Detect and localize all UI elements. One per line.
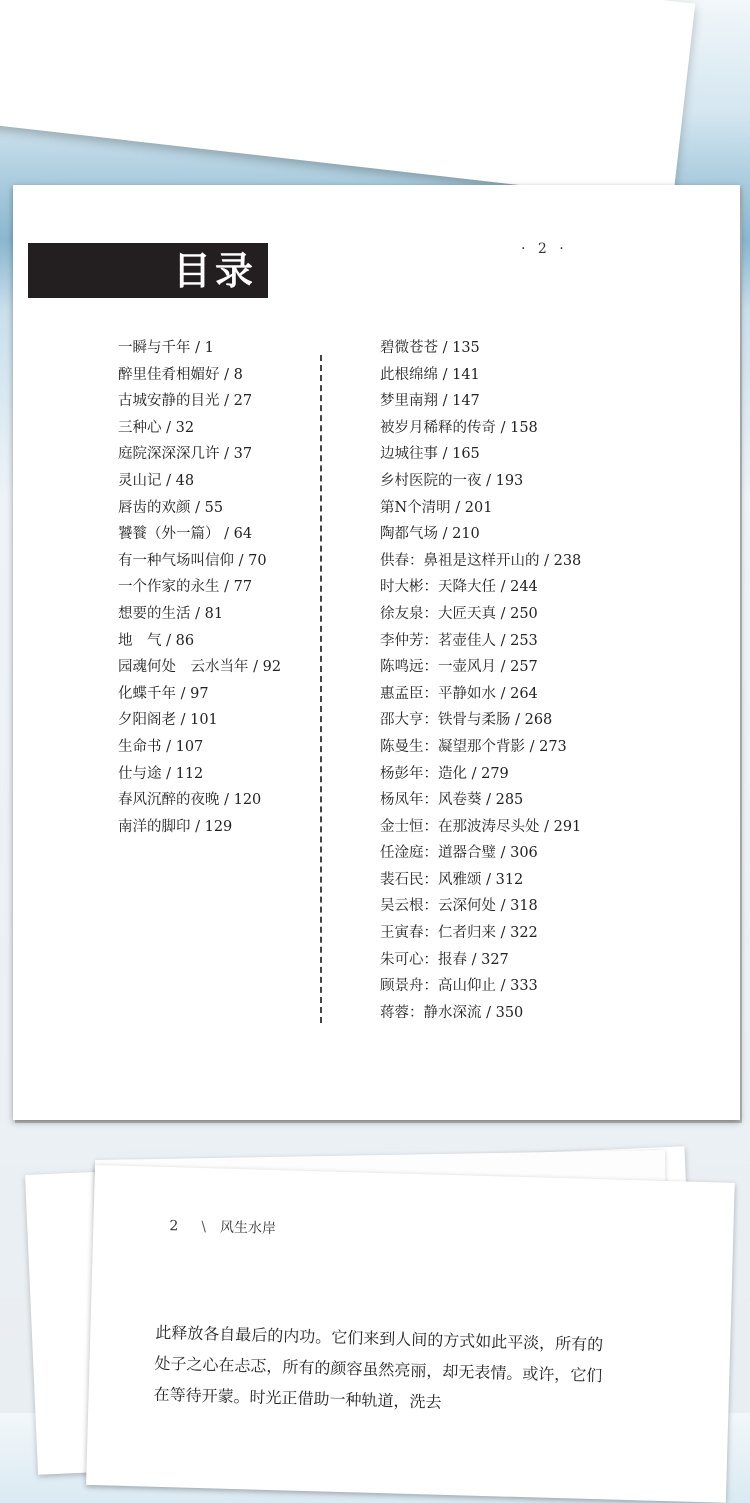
toc-entry: 蒋蓉：静水深流 / 350 bbox=[380, 1004, 524, 1021]
toc-entry: 王寅春：仁者归来 / 322 bbox=[380, 925, 538, 942]
toc-entry: 三种心 / 32 bbox=[118, 419, 195, 436]
toc-entry: 被岁月稀释的传奇 / 158 bbox=[380, 419, 538, 436]
top-tilted-paper bbox=[0, 0, 695, 202]
toc-entry: 任淦庭：道器合璧 / 306 bbox=[380, 845, 538, 862]
toc-right-column bbox=[380, 335, 581, 1026]
toc-entry: 碧微苍苍 / 135 bbox=[380, 340, 480, 356]
toc-entry: 夕阳阁老 / 101 bbox=[118, 712, 218, 729]
toc-entry: 古城安静的目光 / 27 bbox=[118, 393, 253, 410]
toc-entry: 仕与途 / 112 bbox=[118, 765, 204, 782]
toc-page bbox=[13, 185, 740, 1120]
toc-entry: 徐友泉：大匠天真 / 250 bbox=[380, 605, 538, 622]
toc-entry: 乡村医院的一夜 / 193 bbox=[380, 472, 524, 489]
toc-entry: 供春：鼻祖是这样开山的 / 238 bbox=[380, 552, 582, 569]
toc-entry: 春风沉醉的夜晚 / 120 bbox=[118, 792, 262, 809]
toc-entry: 第N个清明 / 201 bbox=[380, 499, 493, 516]
toc-entry: 吴云根：云深何处 / 318 bbox=[380, 898, 538, 915]
body-line: 在等待开蒙。时光正借助一种轨道，洗去 bbox=[153, 1384, 442, 1412]
toc-entry: 裴石民：风雅颂 / 312 bbox=[380, 871, 524, 888]
toc-entry: 园魂何处 云水当年 / 92 bbox=[118, 659, 282, 676]
page-title: 目录 bbox=[173, 249, 258, 293]
toc-entry: 有一种气场叫信仰 / 70 bbox=[118, 552, 267, 569]
toc-entry: 南洋的脚印 / 129 bbox=[118, 818, 233, 835]
title-banner bbox=[28, 243, 268, 298]
column-divider bbox=[320, 355, 322, 1023]
toc-entry: 陶都气场 / 210 bbox=[380, 526, 480, 543]
toc-entry: 地 气 / 86 bbox=[118, 632, 195, 649]
toc-entry: 陈曼生：凝望那个背影 / 273 bbox=[380, 738, 567, 755]
body-line: 此释放各自最后的内功。它们来到人间的方式如此平淡，所有的 bbox=[155, 1322, 604, 1355]
body-paragraph bbox=[153, 1317, 675, 1424]
toc-entry: 此根绵绵 / 141 bbox=[380, 366, 480, 383]
toc-entry: 杨彭年：造化 / 279 bbox=[380, 765, 509, 782]
running-head-page-number: 2 bbox=[169, 1218, 179, 1235]
toc-entry: 一个作家的永生 / 77 bbox=[118, 579, 253, 596]
running-head-separator: \ bbox=[201, 1218, 207, 1236]
toc-entry: 唇齿的欢颜 / 55 bbox=[118, 499, 224, 516]
toc-entry: 边城往事 / 165 bbox=[380, 446, 480, 463]
page-indicator: · 2 · bbox=[521, 241, 568, 257]
toc-entry: 金士恒：在那波涛尽头处 / 291 bbox=[380, 818, 582, 835]
toc-entry: 一瞬与千年 / 1 bbox=[118, 340, 214, 356]
toc-entry: 庭院深深深几许 / 37 bbox=[118, 446, 253, 463]
toc-left-column bbox=[118, 335, 281, 840]
toc-entry: 朱可心：报春 / 327 bbox=[380, 951, 509, 968]
body-line: 处子之心在忐忑，所有的颜容虽然亮丽，却无表情。或许，它们 bbox=[154, 1353, 603, 1386]
toc-entry: 梦里南翔 / 147 bbox=[380, 393, 480, 410]
toc-entry: 惠孟臣：平静如水 / 264 bbox=[380, 685, 538, 702]
toc-entry: 邵大亨：铁骨与柔肠 / 268 bbox=[380, 712, 553, 729]
running-head bbox=[169, 1215, 276, 1238]
toc-entry: 陈鸣远：一壶风月 / 257 bbox=[380, 659, 538, 676]
toc-entry: 顾景舟：高山仰止 / 333 bbox=[380, 978, 538, 995]
toc-entry: 生命书 / 107 bbox=[118, 738, 204, 755]
toc-entry: 化蝶千年 / 97 bbox=[118, 685, 209, 702]
toc-entry: 饕餮（外一篇） / 64 bbox=[118, 526, 253, 543]
toc-entry: 李仲芳：茗壶佳人 / 253 bbox=[380, 632, 538, 649]
toc-entry: 灵山记 / 48 bbox=[118, 472, 195, 489]
front-sheet bbox=[86, 1165, 735, 1503]
toc-entry: 想要的生活 / 81 bbox=[118, 605, 224, 622]
toc-entry: 时大彬：天降大任 / 244 bbox=[380, 579, 538, 596]
running-head-book-title: 风生水岸 bbox=[219, 1219, 277, 1238]
toc-entry: 醉里佳肴相媚好 / 8 bbox=[118, 366, 243, 383]
toc-entry: 杨凤年：风卷葵 / 285 bbox=[380, 792, 524, 809]
